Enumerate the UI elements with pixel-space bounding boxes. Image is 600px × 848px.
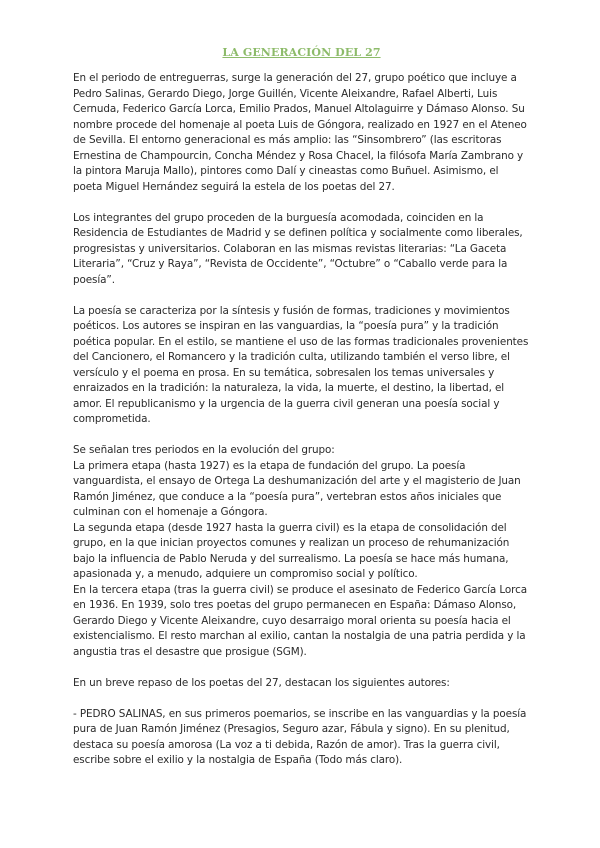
period-first: La primera etapa (hasta 1927) es la etapa de fundación del grupo. La poesía vanguardista, el ensayo de Ortega La deshumanización del arte y el magisterio de Juan Ramón Jiménez, que conduce a la “poesía pura”, vertebran estos años iniciales que culminan con el homenaje a Góngora. (73, 459, 521, 518)
periods-block (73, 443, 530, 660)
periods-intro: Se señalan tres periodos en la evolución del grupo: (73, 444, 335, 456)
document-title: LA GENERACIÓN DEL 27 (222, 46, 381, 59)
period-second: La segunda etapa (desde 1927 hasta la guerra civil) es la etapa de consolidación del grupo, en la que inician proyectos comunes y realizan un proceso de rehumanización bajo la influencia de Pablo Neruda y del surrealismo. La poesía se hace más humana, apasionada y, a menudo, adquiere un compromiso social y político. (73, 521, 510, 580)
paragraph-members: Los integrantes del grupo proceden de la burguesía acomodada, coinciden en la Residencia de Estudiantes de Madrid y se definen política y socialmente como liberales, progresistas y universitarios. Colaboran en las mismas revistas literarias: “La Gaceta Literaria”, “Cruz y Raya”, “Revista de Occidente”, “Octubre” o “Caballo verde para la poesía”. (73, 211, 523, 286)
authors-intro: En un breve repaso de los poetas del 27, destacan los siguientes autores: (73, 676, 450, 689)
author-salinas: - PEDRO SALINAS, en sus primeros poemarios, se inscribe en las vanguardias y la poesía pura de Juan Ramón Jiménez (Presagios, Seguro azar, Fábula y signo). En su plenitud, destaca su poesía amorosa (La voz a ti debida, Razón de amor). Tras la guerra civil, escribe sobre el exilio y la nostalgia de España (Todo más claro). (73, 707, 527, 766)
paragraph-intro: En el periodo de entreguerras, surge la generación del 27, grupo poético que incluye a Pedro Salinas, Gerardo Diego, Jorge Guillén, Vicente Aleixandre, Rafael Alberti, Luis Cernuda, Federico García Lorca, Emilio Prados, Manuel Altolaguirre y Dámaso Alonso. Su nombre procede del homenaje al poeta Luis de Góngora, realizado en 1927 en el Ateneo de Sevilla. El entorno generacional es más amplio: las “Sinsombrero” (las escritoras Ernestina de Champourcin, Concha Méndez y Rosa Chacel, la filósofa María Zambrano y la pintora Maruja Mallo), pintores como Dalí y cineastas como Buñuel. Asimismo, el poeta Miguel Hernández seguirá la estela de los poetas del 27. (73, 72, 527, 193)
paragraph-poetry: La poesía se caracteriza por la síntesis y fusión de formas, tradiciones y movimientos poéticos. Los autores se inspiran en las vanguardias, la “poesía pura” y la tradición poética popular. En el estilo, se mantiene el uso de las formas tradicionales provenientes del Cancionero, el Romancero y la tradición culta, utilizando también el verso libre, el versículo y el poema en prosa. En su temática, sobresalen los temas universales y enraizados en la tradición: la naturaleza, la vida, la muerte, el destino, la libertad, el amor. El republicanismo y la urgencia de la guerra civil generan una poesía social y comprometida. (73, 304, 529, 425)
period-third: En la tercera etapa (tras la guerra civil) se produce el asesinato de Federico García Lorca en 1936. En 1939, solo tres poetas del grupo permanecen en España: Dámaso Alonso, Gerardo Diego y Vicente Aleixandre, cuyo desarraigo moral orienta su poesía hacia el existencialismo. El resto marchan al exilio, cantan la nostalgia de una patria perdida y la angustia tras el desastre que prosigue (SGM). (73, 583, 527, 658)
